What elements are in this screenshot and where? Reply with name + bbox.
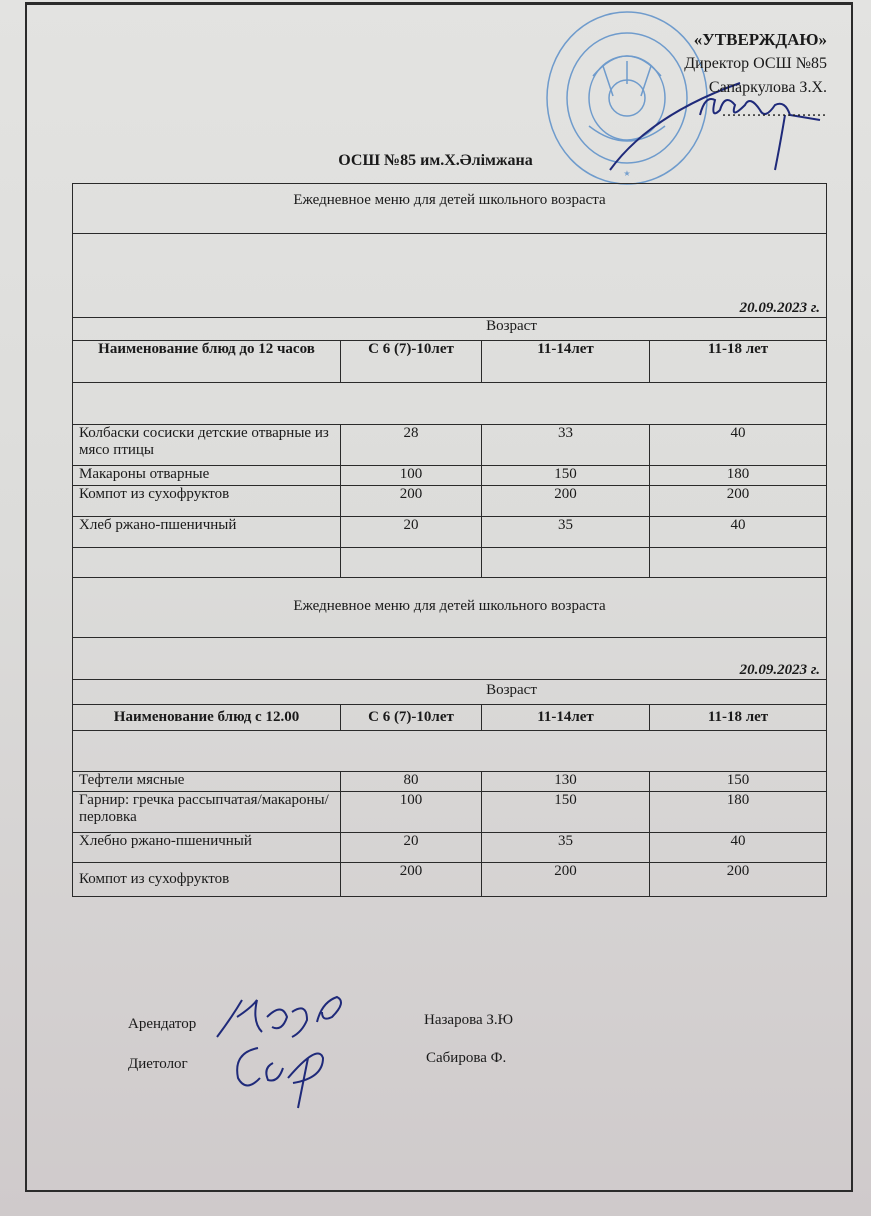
portion-value: 35 [482,833,650,863]
table-row [73,425,827,466]
table-title: Ежедневное меню для детей школьного возраста [73,578,827,638]
portion-value: 150 [650,772,827,792]
age-header: Возраст [73,680,827,705]
portion-value: 200 [482,863,650,897]
portion-value: 35 [482,517,650,548]
approval-signature-line: ..................... [722,103,827,120]
portion-value: 200 [482,486,650,517]
svg-text:★: ★ [623,169,631,178]
table-date: 20.09.2023 г. [73,234,827,318]
column-header-dish: Наименование блюд до 12 часов [73,341,341,383]
menu-table-morning [72,183,827,897]
portion-value: 40 [650,517,827,548]
signature-name-dietitian: Сабирова Ф. [426,1050,507,1066]
column-header-dish: Наименование блюд с 12.00 [73,705,341,731]
approval-block [684,28,827,124]
portion-value: 200 [341,863,482,897]
dietitian-signature [228,1038,338,1110]
portion-value: 180 [650,466,827,486]
signature-role-dietitian: Диетолог [128,1056,188,1072]
portion-value: 150 [482,466,650,486]
table-row [73,517,827,548]
dish-name: Тефтели мясные [73,772,341,792]
column-header-age-11-14: 11-14лет [482,705,650,731]
column-header-age-11-18: 11-18 лет [650,341,827,383]
portion-value: 20 [341,833,482,863]
table-title: Ежедневное меню для детей школьного возраста [73,184,827,234]
column-header-age-11-14: 11-14лет [482,341,650,383]
portion-value: 150 [482,792,650,833]
signature-name-tenant: Назарова З.Ю [424,1012,514,1028]
empty-row [73,548,827,578]
portion-value: 180 [650,792,827,833]
portion-value: 200 [650,863,827,897]
portion-value: 100 [341,466,482,486]
dish-name: Макароны отварные [73,466,341,486]
approval-name: Сапаркулова З.Х. [708,79,827,96]
portion-value: 20 [341,517,482,548]
dish-name: Хлебно ржано-пшеничный [73,833,341,863]
portion-value: 28 [341,425,482,466]
age-header: Возраст [73,318,827,341]
portion-value: 40 [650,833,827,863]
table-row [73,466,827,486]
column-header-age-11-18: 11-18 лет [650,705,827,731]
portion-value: 130 [482,772,650,792]
approval-title: «УТВЕРЖДАЮ» [693,30,827,49]
portion-value: 200 [650,486,827,517]
portion-value: 200 [341,486,482,517]
school-title: ОСШ №85 им.Х.Әлімжана [338,152,533,169]
approval-position: Директор ОСШ №85 [684,55,827,72]
dish-name: Хлеб ржано-пшеничный [73,517,341,548]
table-row [73,486,827,517]
dish-name: Компот из сухофруктов [73,486,341,517]
dish-name: Колбаски сосиски детские отварные из мясо птицы [73,425,341,466]
portion-value: 80 [341,772,482,792]
table-date: 20.09.2023 г. [73,638,827,680]
spacer-row [73,731,827,772]
tenant-signature [212,992,352,1042]
table-row [73,792,827,833]
dish-name: Компот из сухофруктов [73,863,341,897]
spacer-row [73,383,827,425]
dish-name: Гарнир: гречка рассыпчатая/макароны/перловка [73,792,341,833]
portion-value: 40 [650,425,827,466]
portion-value: 33 [482,425,650,466]
portion-value: 100 [341,792,482,833]
table-row [73,833,827,863]
table-row [73,863,827,897]
column-header-age-6-10: С 6 (7)-10лет [341,705,482,731]
table-row [73,772,827,792]
signature-role-tenant: Арендатор [128,1016,197,1032]
column-header-age-6-10: С 6 (7)-10лет [341,341,482,383]
